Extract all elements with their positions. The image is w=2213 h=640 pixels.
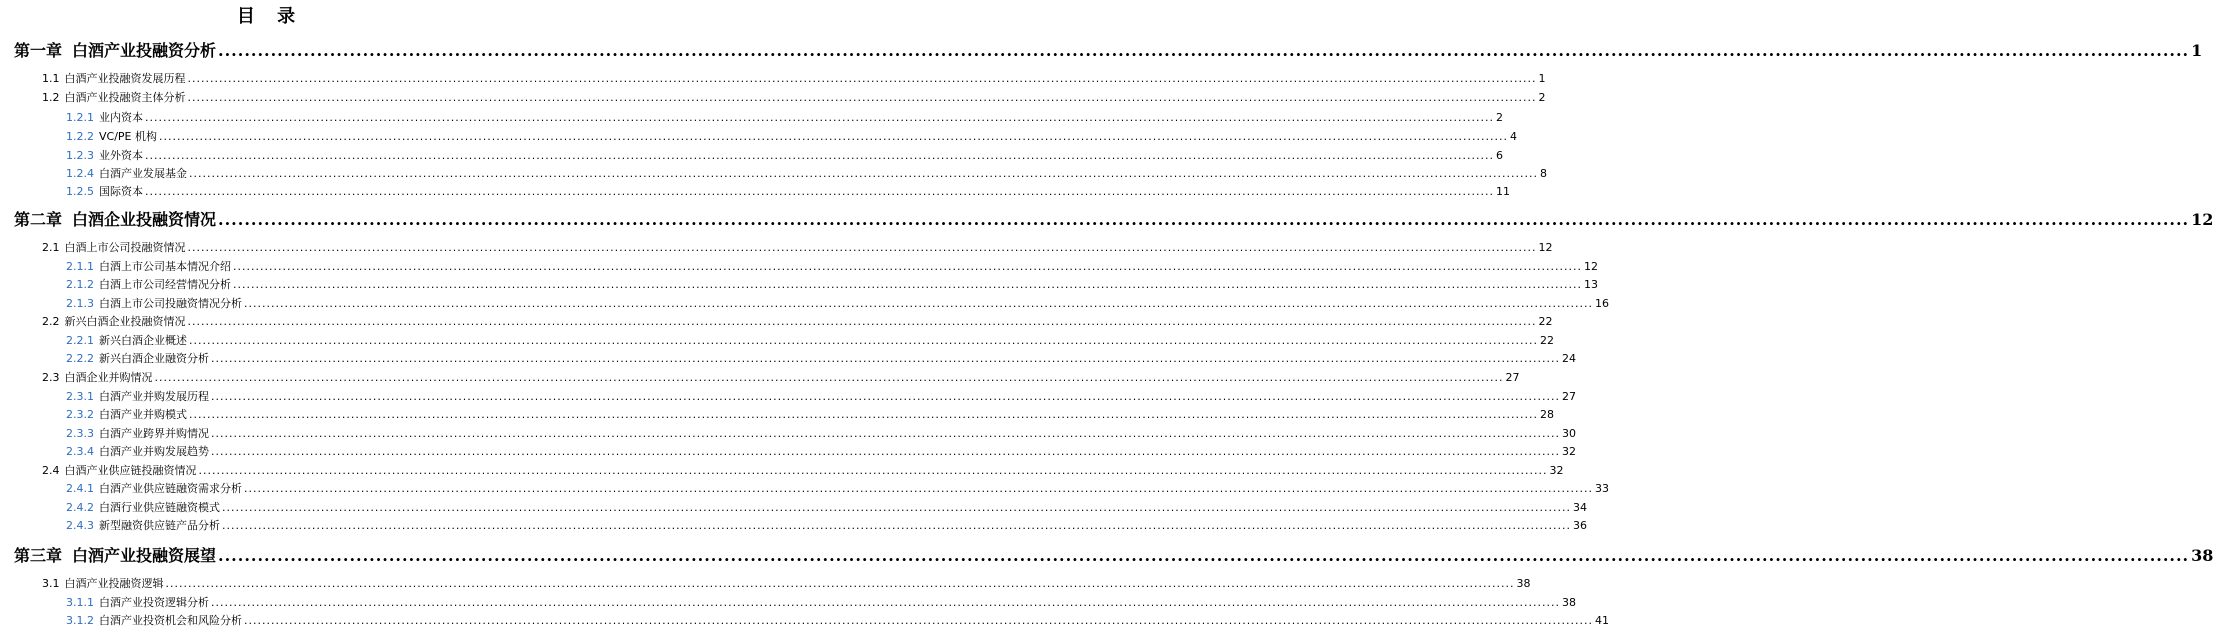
- toc-entry-label: 业内资本: [99, 111, 143, 124]
- toc-chapter-entry[interactable]: [14, 38, 2203, 61]
- toc-entry-number: 1.2.2: [66, 130, 94, 143]
- toc-entry-label: 白酒产业投资逻辑分析: [99, 596, 209, 609]
- toc-entry-label: 白酒上市公司基本情况介绍: [99, 260, 231, 273]
- toc-entry-number: 2.3: [42, 371, 60, 384]
- toc-entry-page-number: 12: [1538, 241, 1553, 254]
- toc-entry-number: 2.3.4: [66, 445, 94, 458]
- toc-entry-page-number: 11: [1495, 185, 1510, 198]
- dot-leader: ............................................................................................................................................................................................................................................................................................................: [244, 614, 1593, 627]
- toc-entry-number: 2.1: [42, 241, 60, 254]
- dot-leader: ............................................................................................................................................................................................................................................................................................................: [145, 185, 1494, 198]
- toc-entry-number: 3.1: [42, 577, 60, 590]
- toc-subsection-entry[interactable]: [66, 406, 1554, 422]
- toc-entry-page-number: 6: [1495, 149, 1503, 162]
- dot-leader: ............................................................................................................................................................................................................................................................................................................: [211, 352, 1560, 365]
- toc-entry-label: 白酒产业投资机会和风险分析: [99, 614, 242, 627]
- toc-subsection-entry[interactable]: [66, 499, 1587, 515]
- toc-entry-page-number: 12: [1583, 260, 1598, 273]
- toc-entry-number: 2.1.1: [66, 260, 94, 273]
- toc-subsection-entry[interactable]: [66, 594, 1576, 610]
- toc-section-entry[interactable]: [42, 239, 1553, 255]
- toc-entry-page-number: 38: [1516, 577, 1531, 590]
- toc-subsection-entry[interactable]: [66, 388, 1576, 404]
- toc-entry-label: 白酒企业并购情况: [64, 371, 153, 384]
- toc-chapter-entry[interactable]: [14, 543, 2213, 566]
- dot-leader: ............................................................................................................................................................................................................................................................................................................: [218, 546, 2190, 565]
- toc-entry-label: 白酒行业供应链融资模式: [99, 501, 220, 514]
- toc-entry-page-number: 38: [2191, 546, 2213, 565]
- toc-entry-page-number: 27: [1505, 371, 1520, 384]
- dot-leader: ............................................................................................................................................................................................................................................................................................................: [165, 577, 1515, 590]
- toc-entry-number: 2.2.1: [66, 334, 94, 347]
- toc-entry-number: 2.4: [42, 464, 60, 477]
- toc-subsection-entry[interactable]: [66, 612, 1609, 628]
- toc-subsection-entry[interactable]: [66, 295, 1609, 311]
- toc-entry-label: 新兴白酒企业融资分析: [99, 352, 209, 365]
- toc-subsection-entry[interactable]: [66, 517, 1587, 533]
- dot-leader: ............................................................................................................................................................................................................................................................................................................: [145, 111, 1494, 124]
- toc-subsection-entry[interactable]: [66, 109, 1503, 125]
- toc-entry-number: 第一章: [14, 41, 63, 60]
- dot-leader: ............................................................................................................................................................................................................................................................................................................: [233, 260, 1582, 273]
- toc-entry-page-number: 16: [1594, 297, 1609, 310]
- toc-entry-page-number: 30: [1561, 427, 1576, 440]
- toc-entry-label: 白酒产业投融资展望: [72, 546, 217, 565]
- toc-entry-label: 白酒上市公司经营情况分析: [99, 278, 231, 291]
- toc-section-entry[interactable]: [42, 369, 1520, 385]
- dot-leader: ............................................................................................................................................................................................................................................................................................................: [145, 149, 1494, 162]
- toc-entry-number: 2.3.3: [66, 427, 94, 440]
- toc-subsection-entry[interactable]: [66, 480, 1609, 496]
- toc-entry-page-number: 8: [1539, 167, 1547, 180]
- toc-entry-number: 2.4.1: [66, 482, 94, 495]
- toc-entry-page-number: 13: [1583, 278, 1598, 291]
- toc-entry-label: 新型融资供应链产品分析: [99, 519, 220, 532]
- dot-leader: ............................................................................................................................................................................................................................................................................................................: [244, 297, 1593, 310]
- toc-subsection-entry[interactable]: [66, 350, 1576, 366]
- dot-leader: ............................................................................................................................................................................................................................................................................................................: [211, 390, 1560, 403]
- toc-entry-number: 第三章: [14, 546, 63, 565]
- dot-leader: ............................................................................................................................................................................................................................................................................................................: [222, 519, 1571, 532]
- toc-subsection-entry[interactable]: [66, 147, 1503, 163]
- toc-subsection-entry[interactable]: [66, 183, 1510, 199]
- toc-entry-page-number: 22: [1539, 334, 1554, 347]
- toc-entry-page-number: 2: [1538, 91, 1546, 104]
- dot-leader: ............................................................................................................................................................................................................................................................................................................: [187, 315, 1537, 328]
- toc-entry-number: 3.1.2: [66, 614, 94, 627]
- toc-entry-number: 2.1.3: [66, 297, 94, 310]
- dot-leader: ............................................................................................................................................................................................................................................................................................................: [244, 482, 1593, 495]
- toc-subsection-entry[interactable]: [66, 165, 1547, 181]
- dot-leader: ............................................................................................................................................................................................................................................................................................................: [187, 72, 1537, 85]
- toc-entry-page-number: 38: [1561, 596, 1576, 609]
- toc-subsection-entry[interactable]: [66, 276, 1598, 292]
- toc-entry-page-number: 22: [1538, 315, 1553, 328]
- toc-entry-page-number: 4: [1509, 130, 1517, 143]
- toc-entry-page-number: 1: [1538, 72, 1546, 85]
- toc-entry-page-number: 1: [2191, 41, 2203, 60]
- dot-leader: ............................................................................................................................................................................................................................................................................................................: [187, 91, 1537, 104]
- dot-leader: ............................................................................................................................................................................................................................................................................................................: [189, 334, 1538, 347]
- toc-entry-number: 2.4.2: [66, 501, 94, 514]
- dot-leader: ............................................................................................................................................................................................................................................................................................................: [198, 464, 1548, 477]
- dot-leader: ............................................................................................................................................................................................................................................................................................................: [233, 278, 1582, 291]
- toc-entry-number: 第二章: [14, 210, 63, 229]
- toc-entry-label: VC/PE 机构: [99, 130, 157, 143]
- toc-entry-page-number: 27: [1561, 390, 1576, 403]
- dot-leader: ............................................................................................................................................................................................................................................................................................................: [222, 501, 1571, 514]
- toc-subsection-entry[interactable]: [66, 128, 1517, 144]
- toc-entry-label: 白酒产业供应链投融资情况: [64, 464, 197, 477]
- toc-title: 目 录: [236, 6, 304, 27]
- toc-section-entry[interactable]: [42, 462, 1564, 478]
- toc-entry-page-number: 41: [1594, 614, 1609, 627]
- toc-entry-number: 1.2.4: [66, 167, 94, 180]
- toc-entry-page-number: 32: [1561, 445, 1576, 458]
- dot-leader: ............................................................................................................................................................................................................................................................................................................: [211, 596, 1560, 609]
- toc-section-entry[interactable]: [42, 575, 1531, 591]
- toc-entry-page-number: 24: [1561, 352, 1576, 365]
- toc-entry-label: 白酒产业供应链融资需求分析: [99, 482, 242, 495]
- toc-entry-number: 2.2.2: [66, 352, 94, 365]
- toc-entry-number: 1.2.1: [66, 111, 94, 124]
- toc-subsection-entry[interactable]: [66, 332, 1554, 348]
- toc-section-entry[interactable]: [42, 70, 1546, 86]
- toc-chapter-entry[interactable]: [14, 207, 2213, 230]
- toc-section-entry[interactable]: [42, 313, 1553, 329]
- toc-entry-page-number: 34: [1572, 501, 1587, 514]
- toc-entry-number: 2.3.2: [66, 408, 94, 421]
- toc-entry-label: 白酒产业发展基金: [99, 167, 187, 180]
- dot-leader: ............................................................................................................................................................................................................................................................................................................: [154, 371, 1504, 384]
- toc-entry-number: 2.4.3: [66, 519, 94, 532]
- toc-entry-number: 3.1.1: [66, 596, 94, 609]
- toc-entry-number: 1.1: [42, 72, 60, 85]
- dot-leader: ............................................................................................................................................................................................................................................................................................................: [211, 427, 1560, 440]
- toc-subsection-entry[interactable]: [66, 443, 1576, 459]
- toc-entry-label: 白酒产业并购发展历程: [99, 390, 209, 403]
- dot-leader: ............................................................................................................................................................................................................................................................................................................: [189, 167, 1538, 180]
- toc-entry-label: 白酒上市公司投融资情况分析: [99, 297, 242, 310]
- toc-entry-page-number: 12: [2191, 210, 2213, 229]
- toc-entry-label: 白酒产业投融资发展历程: [64, 72, 186, 85]
- toc-entry-number: 1.2: [42, 91, 60, 104]
- toc-entry-page-number: 32: [1549, 464, 1564, 477]
- dot-leader: ............................................................................................................................................................................................................................................................................................................: [159, 130, 1508, 143]
- dot-leader: ............................................................................................................................................................................................................................................................................................................: [218, 210, 2190, 229]
- dot-leader: ............................................................................................................................................................................................................................................................................................................: [218, 41, 2190, 60]
- toc-entry-number: 2.1.2: [66, 278, 94, 291]
- toc-entry-label: 白酒上市公司投融资情况: [64, 241, 186, 254]
- toc-entry-number: 1.2.3: [66, 149, 94, 162]
- toc-subsection-entry[interactable]: [66, 258, 1598, 274]
- toc-entry-page-number: 28: [1539, 408, 1554, 421]
- toc-entry-label: 白酒产业并购发展趋势: [99, 445, 209, 458]
- dot-leader: ............................................................................................................................................................................................................................................................................................................: [187, 241, 1537, 254]
- toc-entry-label: 业外资本: [99, 149, 143, 162]
- toc-entry-label: 白酒产业投融资主体分析: [64, 91, 186, 104]
- toc-entry-number: 2.2: [42, 315, 60, 328]
- toc-entry-label: 白酒产业跨界并购情况: [99, 427, 209, 440]
- toc-entry-number: 1.2.5: [66, 185, 94, 198]
- toc-entry-label: 国际资本: [99, 185, 143, 198]
- toc-entry-number: 2.3.1: [66, 390, 94, 403]
- dot-leader: ............................................................................................................................................................................................................................................................................................................: [211, 445, 1560, 458]
- toc-entry-page-number: 2: [1495, 111, 1503, 124]
- dot-leader: ............................................................................................................................................................................................................................................................................................................: [189, 408, 1538, 421]
- toc-entry-label: 白酒产业并购模式: [99, 408, 187, 421]
- toc-entry-label: 新兴白酒企业投融资情况: [64, 315, 186, 328]
- toc-entry-label: 白酒产业投融资逻辑: [64, 577, 164, 590]
- toc-entry-label: 白酒产业投融资分析: [72, 41, 217, 60]
- toc-subsection-entry[interactable]: [66, 425, 1576, 441]
- toc-entry-page-number: 33: [1594, 482, 1609, 495]
- toc-entry-label: 新兴白酒企业概述: [99, 334, 187, 347]
- toc-entry-page-number: 36: [1572, 519, 1587, 532]
- toc-section-entry[interactable]: [42, 89, 1546, 105]
- toc-entry-label: 白酒企业投融资情况: [72, 210, 217, 229]
